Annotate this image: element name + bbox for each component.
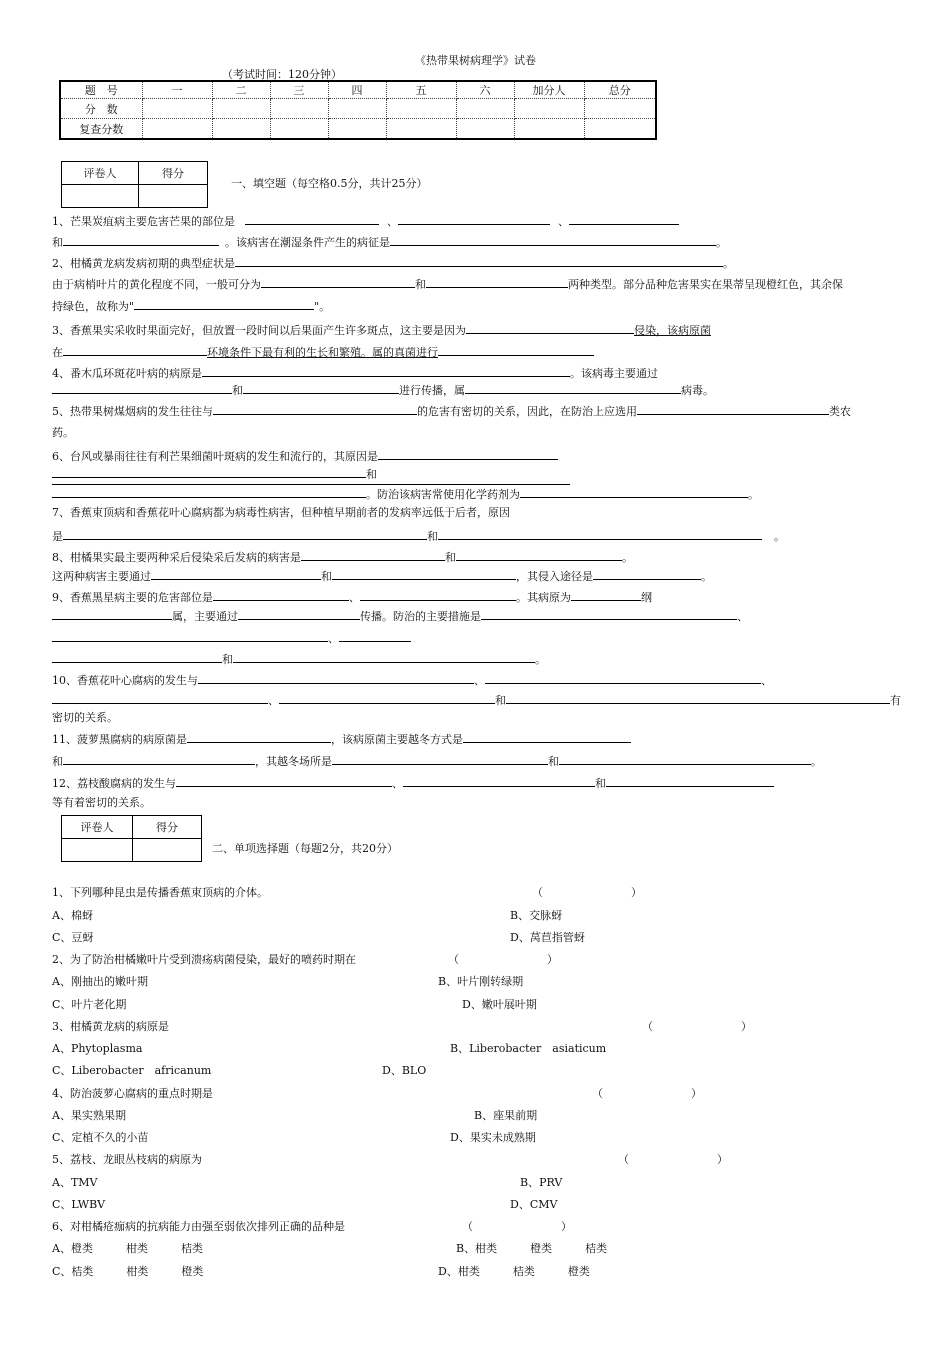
q11-text: 11、菠萝黑腐病的病原菌是 bbox=[52, 733, 187, 746]
q8-line1 bbox=[52, 548, 633, 564]
q3-text: 侵染，该病原菌 bbox=[634, 324, 711, 337]
blank[interactable] bbox=[63, 752, 255, 765]
q6-text: 6、台风或暴雨往往有利芒果细菌叶斑病的发生和流行的，其原因是 bbox=[52, 450, 378, 463]
blank[interactable] bbox=[202, 364, 570, 377]
score-cell[interactable] bbox=[270, 99, 328, 119]
blank[interactable] bbox=[456, 548, 622, 561]
mc-option-b[interactable]: B、叶片刚转绿期 bbox=[438, 975, 524, 988]
q1-text: 。该病害在潮湿条件产生的病征是 bbox=[225, 236, 390, 249]
blank[interactable] bbox=[301, 548, 445, 561]
q4-text: 病毒。 bbox=[681, 384, 714, 397]
mc-option-c[interactable]: C、LWBV bbox=[52, 1198, 106, 1211]
blank[interactable] bbox=[63, 233, 219, 246]
q9-text: 属，主要通过 bbox=[172, 610, 238, 623]
mc-answer-paren[interactable]: （ ） bbox=[642, 1020, 752, 1033]
q1-line2 bbox=[52, 233, 727, 249]
mc-option-b[interactable]: B、柑类 橙类 桔类 bbox=[456, 1242, 608, 1255]
mc-option-c[interactable]: C、豆蚜 bbox=[52, 931, 94, 944]
header-cell: 六 bbox=[456, 81, 514, 99]
blank[interactable] bbox=[243, 381, 399, 394]
q11-line2 bbox=[52, 752, 822, 768]
q5-text: 的危害有密切的关系，因此，在防治上应选用 bbox=[417, 405, 637, 418]
mc-option-b[interactable]: B、PRV bbox=[520, 1176, 563, 1189]
blank[interactable] bbox=[559, 752, 811, 765]
reviewer-label: 评卷人 bbox=[62, 162, 139, 185]
mc-answer-paren[interactable]: （ ） bbox=[448, 953, 558, 966]
mc-option-d[interactable]: D、柑类 桔类 橙类 bbox=[438, 1265, 590, 1278]
blank[interactable] bbox=[571, 588, 641, 601]
q2-text: 由于病梢叶片的黄化程度不同，一般可分为 bbox=[52, 278, 261, 291]
section2-title: 二、单项选择题（每题2分，共20分） bbox=[212, 842, 398, 855]
exam-title: 《热带果树病理学》试卷 bbox=[415, 54, 536, 67]
score-cell[interactable] bbox=[514, 99, 584, 119]
q9-line1 bbox=[52, 588, 652, 604]
blank[interactable] bbox=[176, 774, 392, 787]
blank[interactable] bbox=[569, 212, 679, 225]
period: 。 bbox=[701, 570, 712, 583]
header-cell: 题 号 bbox=[60, 81, 142, 99]
q12-line1 bbox=[52, 774, 774, 790]
he: 和 bbox=[232, 384, 243, 397]
q1-text: 1、芒果炭疽病主要危害芒果的部位是 bbox=[52, 215, 235, 228]
q4-line1 bbox=[52, 364, 658, 380]
blank[interactable] bbox=[52, 650, 222, 663]
score-cell[interactable] bbox=[139, 185, 208, 208]
q11-line1 bbox=[52, 730, 631, 746]
sep: 、 bbox=[474, 674, 485, 687]
q9-text: 9、香蕉黑星病主要的危害部位是 bbox=[52, 591, 213, 604]
mc-question-3: 3、柑橘黄龙病的病原是 bbox=[52, 1020, 169, 1033]
blank[interactable] bbox=[213, 402, 417, 415]
q8-line2 bbox=[52, 567, 712, 583]
q5-text: 5、热带果树煤烟病的发生往往与 bbox=[52, 405, 213, 418]
he: 和 bbox=[495, 694, 506, 707]
score-cell[interactable] bbox=[142, 119, 212, 140]
period: 。 bbox=[748, 488, 759, 501]
he: 和 bbox=[595, 777, 606, 790]
sep: 、 bbox=[328, 632, 339, 645]
period: 。 bbox=[774, 530, 785, 543]
sep: 、 bbox=[761, 674, 772, 687]
blank[interactable] bbox=[390, 233, 716, 246]
q7-text: 是 bbox=[52, 530, 63, 543]
he: 和 bbox=[445, 551, 456, 564]
period: 。 bbox=[535, 653, 546, 666]
header-cell: 五 bbox=[386, 81, 456, 99]
mc-question-2: 2、为了防治柑橘嫩叶片受到溃疡病菌侵染，最好的喷药时期在 bbox=[52, 953, 356, 966]
mc-option-a[interactable]: A、果实熟果期 bbox=[52, 1109, 126, 1122]
mc-question-4: 4、防治菠萝心腐病的重点时期是 bbox=[52, 1087, 213, 1100]
q7-line1 bbox=[52, 505, 510, 521]
blank[interactable] bbox=[339, 629, 411, 642]
blank[interactable] bbox=[485, 671, 761, 684]
blank[interactable] bbox=[506, 691, 890, 704]
score-cell[interactable] bbox=[212, 119, 270, 140]
blank[interactable] bbox=[332, 567, 516, 580]
q4-text: 。该病毒主要通过 bbox=[570, 367, 658, 380]
q11-text: ，该病原菌主要越冬方式是 bbox=[331, 733, 463, 746]
blank[interactable] bbox=[637, 402, 829, 415]
score-cell[interactable] bbox=[386, 99, 456, 119]
q3-text: 在 bbox=[52, 346, 63, 359]
blank[interactable] bbox=[233, 650, 535, 663]
q10-line3 bbox=[52, 710, 118, 726]
header-cell: 加分人 bbox=[514, 81, 584, 99]
score-label: 得分 bbox=[139, 162, 208, 185]
q6-text: 。防治该病害常使用化学药剂为 bbox=[366, 488, 520, 501]
q10-text: 10、香蕉花叶心腐病的发生与 bbox=[52, 674, 198, 687]
q3-line2 bbox=[52, 343, 594, 359]
blank[interactable] bbox=[63, 527, 427, 540]
q5-line2 bbox=[52, 425, 74, 441]
blank[interactable] bbox=[332, 752, 548, 765]
grader-box-1 bbox=[61, 161, 208, 208]
blank[interactable] bbox=[403, 774, 595, 787]
reviewer-cell[interactable] bbox=[62, 839, 133, 862]
he: 和 bbox=[52, 236, 63, 249]
q11-text: ，其越冬场所是 bbox=[255, 755, 332, 768]
blank[interactable] bbox=[134, 297, 314, 310]
he: 和 bbox=[321, 570, 332, 583]
mc-answer-paren[interactable]: （ ） bbox=[462, 1220, 572, 1233]
blank[interactable] bbox=[606, 774, 774, 787]
mc-option-d[interactable]: D、BLO bbox=[382, 1064, 427, 1077]
score-cell[interactable] bbox=[456, 119, 514, 140]
score-table-header-row bbox=[60, 81, 656, 99]
q10-line2 bbox=[52, 691, 901, 707]
period: 。 bbox=[811, 755, 822, 768]
q2-text: 2、柑橘黄龙病发病初期的典型症状是 bbox=[52, 257, 235, 270]
score-cell[interactable] bbox=[584, 99, 656, 119]
blank[interactable] bbox=[63, 343, 207, 356]
blank[interactable] bbox=[52, 381, 232, 394]
q3-line1 bbox=[52, 321, 711, 337]
mc-option-c[interactable]: C、桔类 柑类 橙类 bbox=[52, 1265, 204, 1278]
blank[interactable] bbox=[52, 472, 570, 485]
q2-line3 bbox=[52, 297, 330, 313]
mc-option-b[interactable]: B、交脉蚜 bbox=[510, 909, 563, 922]
he: 和 bbox=[52, 755, 63, 768]
mc-answer-paren[interactable]: （ ） bbox=[532, 886, 642, 899]
q2-text: 持绿色，故称为" bbox=[52, 300, 135, 313]
he: 和 bbox=[366, 468, 377, 481]
blank[interactable] bbox=[426, 275, 568, 288]
sep: 、 bbox=[268, 694, 279, 707]
section1-title: 一、填空题（每空格0.5分，共计25分） bbox=[231, 177, 428, 190]
score-row bbox=[60, 99, 656, 119]
q1-line1 bbox=[52, 212, 679, 228]
sep: 、 bbox=[558, 215, 569, 228]
period: 。 bbox=[723, 257, 734, 270]
score-table bbox=[59, 80, 657, 140]
sep: 、 bbox=[349, 591, 360, 604]
mc-option-c[interactable]: C、Liberobacter africanum bbox=[52, 1064, 212, 1077]
header-cell: 四 bbox=[328, 81, 386, 99]
score-cell[interactable] bbox=[328, 99, 386, 119]
blank[interactable] bbox=[235, 254, 723, 267]
q10-text: 密切的关系。 bbox=[52, 711, 118, 724]
blank[interactable] bbox=[279, 691, 495, 704]
reviewer-cell[interactable] bbox=[62, 185, 139, 208]
score-cell[interactable] bbox=[514, 119, 584, 140]
blank[interactable] bbox=[465, 381, 681, 394]
sep: 、 bbox=[737, 610, 748, 623]
blank[interactable] bbox=[213, 588, 349, 601]
header-cell: 一 bbox=[142, 81, 212, 99]
q3-text: 3、香蕉果实采收时果面完好，但放置一段时间以后果面产生许多斑点，这主要是因为 bbox=[52, 324, 466, 337]
blank[interactable] bbox=[466, 321, 634, 334]
mc-answer-paren[interactable]: （ ） bbox=[618, 1153, 728, 1166]
header-cell: 总分 bbox=[584, 81, 656, 99]
reviewer-label: 评卷人 bbox=[62, 816, 133, 839]
period: 。 bbox=[716, 236, 727, 249]
q8-text: 8、柑橘果实最主要两种采后侵染采后发病的病害是 bbox=[52, 551, 301, 564]
sep: 、 bbox=[392, 777, 403, 790]
q9-text: 。其病原为 bbox=[516, 591, 571, 604]
mc-question-1: 1、下列哪种昆虫是传播香蕉束顶病的介体。 bbox=[52, 886, 268, 899]
q5-text: 药。 bbox=[52, 426, 74, 439]
q7-text: 7、香蕉束顶病和香蕉花叶心腐病都为病毒性病害，但种植早期前者的发病率远低于后者，原因 bbox=[52, 506, 510, 519]
q2-text: 两种类型。部分品种危害果实在果蒂呈现橙红色，其余保 bbox=[568, 278, 843, 291]
q9-line3 bbox=[52, 629, 411, 645]
grader-box-2 bbox=[61, 815, 202, 862]
blank[interactable] bbox=[481, 607, 737, 620]
mc-answer-paren[interactable]: （ ） bbox=[592, 1087, 702, 1100]
q6-line1 bbox=[52, 447, 558, 463]
score-cell[interactable] bbox=[456, 99, 514, 119]
blank[interactable] bbox=[463, 730, 631, 743]
q10-line1 bbox=[52, 671, 772, 687]
q4-line2 bbox=[52, 381, 714, 397]
score-cell[interactable] bbox=[386, 119, 456, 140]
q8-text: ，其侵入途径是 bbox=[516, 570, 593, 583]
q9-text: 传播。防治的主要措施是 bbox=[360, 610, 481, 623]
period: 。 bbox=[622, 551, 633, 564]
blank[interactable] bbox=[187, 730, 331, 743]
score-cell[interactable] bbox=[270, 119, 328, 140]
mc-option-a[interactable]: A、Phytoplasma bbox=[52, 1042, 143, 1055]
score-cell[interactable] bbox=[328, 119, 386, 140]
he: 和 bbox=[222, 653, 233, 666]
q6-line3 bbox=[52, 485, 759, 501]
mc-option-d[interactable]: D、果实未成熟期 bbox=[450, 1131, 536, 1144]
exam-time: （考试时间：120分钟） bbox=[222, 68, 342, 81]
blank[interactable] bbox=[593, 567, 701, 580]
q12-line2 bbox=[52, 795, 151, 811]
blank[interactable] bbox=[378, 447, 558, 460]
q9-line2 bbox=[52, 607, 748, 623]
blank[interactable] bbox=[52, 607, 172, 620]
mc-option-a[interactable]: A、TMV bbox=[52, 1176, 98, 1189]
mc-option-a[interactable]: A、橙类 柑类 桔类 bbox=[52, 1242, 203, 1255]
q2-line1 bbox=[52, 254, 734, 270]
mc-option-d[interactable]: D、莴苣指管蚜 bbox=[510, 931, 585, 944]
review-row bbox=[60, 119, 656, 140]
row-label: 复查分数 bbox=[60, 119, 142, 140]
q5-line1 bbox=[52, 402, 851, 418]
mc-option-a[interactable]: A、刚抽出的嫩叶期 bbox=[52, 975, 148, 988]
q5-text: 类农 bbox=[829, 405, 851, 418]
score-cell[interactable] bbox=[142, 99, 212, 119]
blank[interactable] bbox=[151, 567, 321, 580]
blank[interactable] bbox=[52, 629, 328, 642]
mc-option-c[interactable]: C、定植不久的小苗 bbox=[52, 1131, 149, 1144]
q4-text: 4、番木瓜环斑花叶病的病原是 bbox=[52, 367, 202, 380]
q7-line2 bbox=[52, 527, 785, 543]
q10-text: 有 bbox=[890, 694, 901, 707]
mc-question-6: 6、对柑橘疮痂病的抗病能力由强至弱依次排列正确的品种是 bbox=[52, 1220, 345, 1233]
mc-question-5: 5、荔枝、龙眼丛枝病的病原为 bbox=[52, 1153, 202, 1166]
q2-line2 bbox=[52, 275, 843, 291]
mc-option-c[interactable]: C、叶片老化期 bbox=[52, 998, 127, 1011]
blank[interactable] bbox=[261, 275, 415, 288]
mc-option-d[interactable]: D、CMV bbox=[510, 1198, 558, 1211]
he: 和 bbox=[548, 755, 559, 768]
blank[interactable] bbox=[360, 588, 516, 601]
mc-option-b[interactable]: B、座果前期 bbox=[474, 1109, 538, 1122]
q2-text: "。 bbox=[314, 300, 331, 313]
blank[interactable] bbox=[238, 607, 360, 620]
blank[interactable] bbox=[198, 671, 474, 684]
blank[interactable] bbox=[398, 212, 550, 225]
q9-text: 纲 bbox=[641, 591, 652, 604]
q4-text: 进行传播，属 bbox=[399, 384, 465, 397]
q8-text: 这两种病害主要通过 bbox=[52, 570, 151, 583]
blank[interactable] bbox=[52, 691, 268, 704]
row-label: 分 数 bbox=[60, 99, 142, 119]
he: 和 bbox=[427, 530, 438, 543]
blank[interactable] bbox=[520, 485, 748, 498]
blank[interactable] bbox=[438, 527, 762, 540]
header-cell: 三 bbox=[270, 81, 328, 99]
header-cell: 二 bbox=[212, 81, 270, 99]
mc-option-a[interactable]: A、棉蚜 bbox=[52, 909, 93, 922]
sep: 、 bbox=[387, 215, 398, 228]
q12-text: 12、荔枝酸腐病的发生与 bbox=[52, 777, 176, 790]
mc-option-d[interactable]: D、嫩叶展叶期 bbox=[462, 998, 537, 1011]
score-cell[interactable] bbox=[212, 99, 270, 119]
q12-text: 等有着密切的关系。 bbox=[52, 796, 151, 809]
q3-text: 环境条件下最有利的生长和繁殖。属的真菌进行 bbox=[207, 346, 438, 359]
blank[interactable] bbox=[245, 212, 379, 225]
blank[interactable] bbox=[438, 343, 594, 356]
score-cell[interactable] bbox=[584, 119, 656, 140]
mc-option-b[interactable]: B、Liberobacter asiaticum bbox=[450, 1042, 607, 1055]
q9-line4 bbox=[52, 650, 546, 666]
blank[interactable] bbox=[52, 485, 366, 498]
he: 和 bbox=[415, 278, 426, 291]
score-label: 得分 bbox=[133, 816, 202, 839]
score-cell[interactable] bbox=[133, 839, 202, 862]
